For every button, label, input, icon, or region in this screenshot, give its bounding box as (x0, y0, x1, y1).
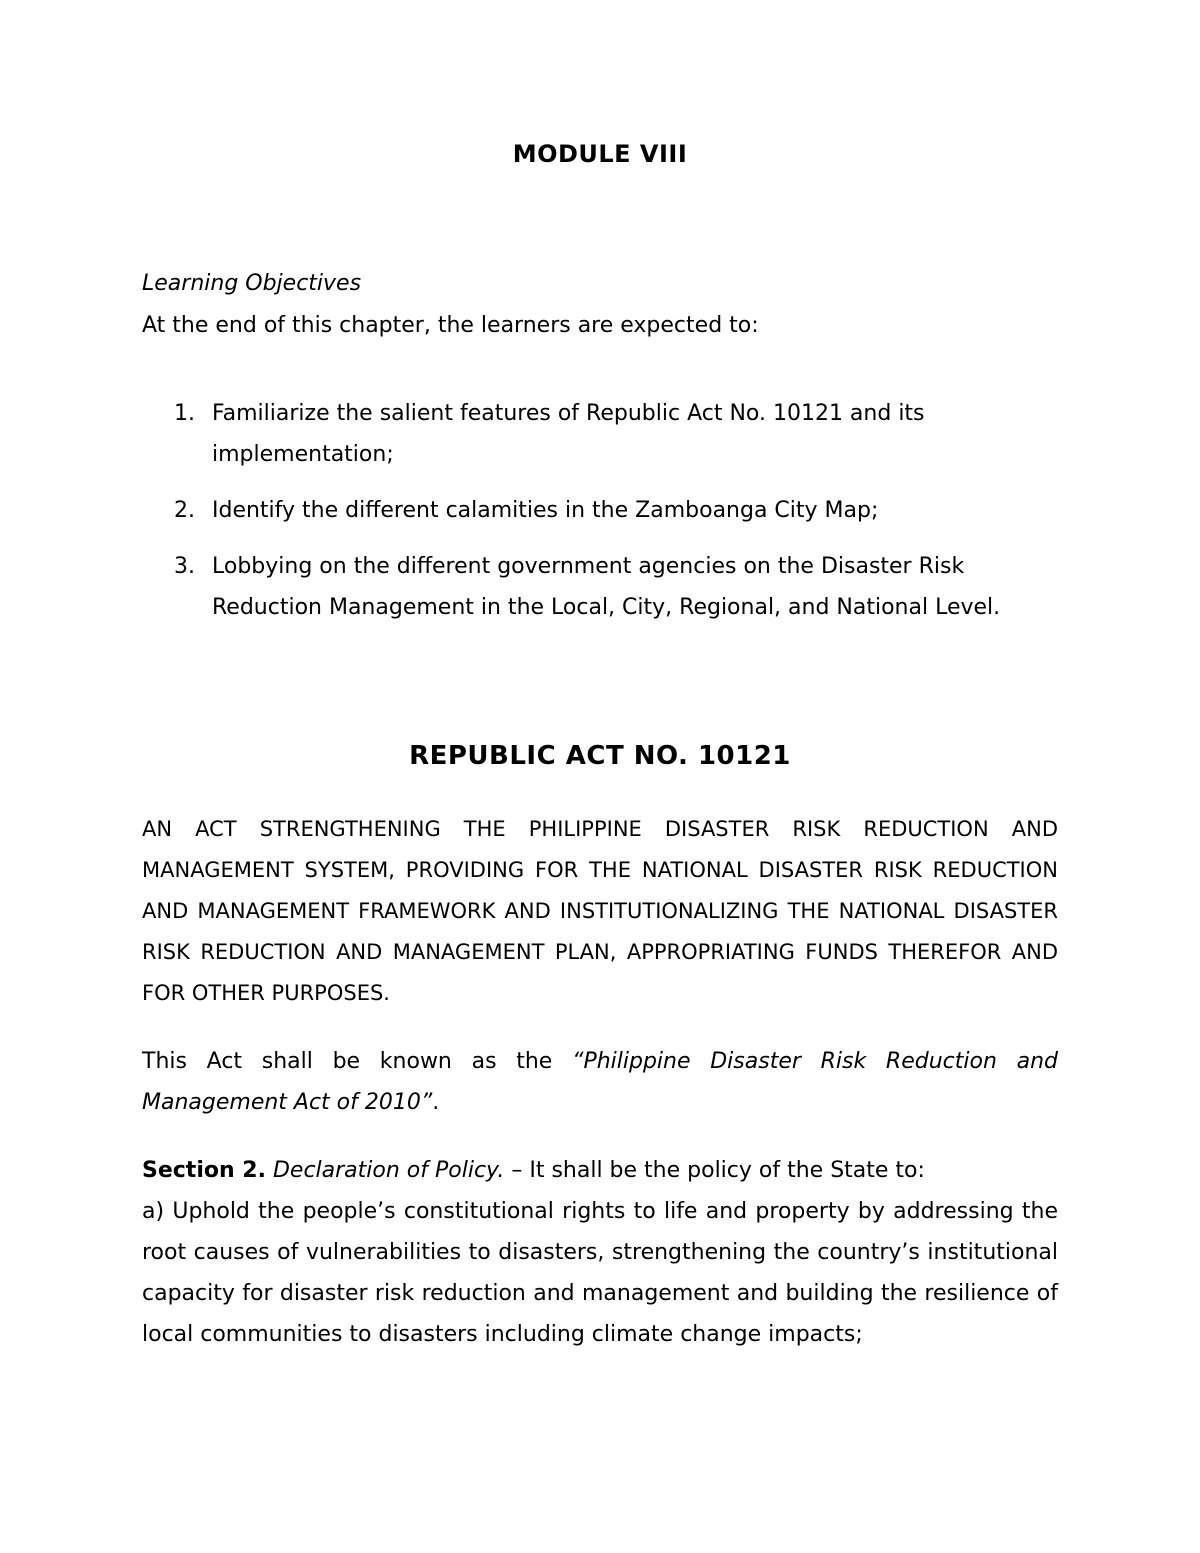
republic-act-title: REPUBLIC ACT NO. 10121 (409, 741, 791, 771)
learning-objectives-intro: At the end of this chapter, the learners are expected to: (142, 313, 759, 338)
objective-item (142, 393, 1058, 475)
section-label: Section 2. (142, 1158, 266, 1183)
section-intro: – It shall be the policy of the State to: (504, 1158, 925, 1183)
short-title-name: “Philippine Disaster Risk Reduction and Management Act of 2010” (142, 1049, 1058, 1115)
objective-item (142, 490, 1058, 531)
document-page (142, 0, 1058, 1553)
learning-objectives-heading: Learning Objectives (142, 271, 362, 296)
section-heading: Declaration of Policy. (272, 1158, 505, 1183)
short-title-prefix: This Act shall be known as the (142, 1049, 573, 1074)
short-title-suffix: . (432, 1090, 440, 1115)
objective-number: 2. (174, 498, 195, 523)
objective-number: 1. (174, 401, 195, 426)
objective-text: Identify the different calamities in the Zamboanga City Map; (212, 498, 879, 523)
objective-text: Lobbying on the different government agencies on the Disaster Risk Reduction Management in the Local, City, Regional, and National Level. (212, 554, 1001, 620)
objective-item (142, 546, 1058, 628)
objectives-list (142, 393, 1058, 643)
section-2-clause-a: a) Uphold the people’s constitutional rights to life and property by addressing the root causes of vulnerabilities to disasters, strengthening the country’s institutional capacity for disaster risk reduction and management and building the resilience of local communities to disasters including climate change impacts; (142, 1199, 1058, 1347)
republic-act-description: AN ACT STRENGTHENING THE PHILIPPINE DISASTER RISK REDUCTION AND MANAGEMENT SYSTEM, PROVIDING FOR THE NATIONAL DISASTER RISK REDUCTION AND MANAGEMENT FRAMEWORK AND INSTITUTIONALIZING THE NATIONAL DISASTER RISK REDUCTION AND MANAGEMENT PLAN, APPROPRIATING FUNDS THEREFOR AND FOR OTHER PURPOSES. (142, 817, 1058, 1005)
short-title-paragraph (142, 1041, 1058, 1123)
section-2-heading (142, 1150, 1058, 1191)
module-title: MODULE VIII (512, 140, 688, 168)
objective-text: Familiarize the salient features of Republic Act No. 10121 and its implementation; (212, 401, 925, 467)
objective-number: 3. (174, 554, 195, 579)
